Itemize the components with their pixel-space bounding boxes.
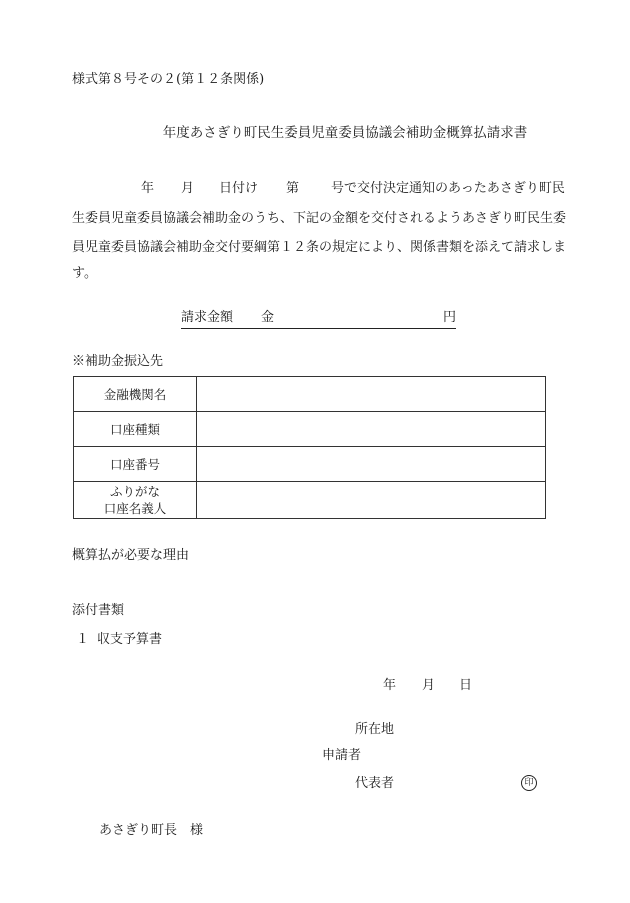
bank-heading: ※補助金振込先: [72, 354, 164, 369]
amount-unit: 円: [443, 310, 457, 325]
body-line-4: す。: [72, 266, 97, 281]
table-row: [74, 412, 546, 447]
form-number: 様式第８号その２(第１２条関係): [72, 72, 265, 87]
account-number-field[interactable]: [197, 447, 546, 482]
bank-name-label: 金融機関名: [74, 377, 197, 412]
address-label: 所在地: [355, 722, 395, 737]
account-type-field[interactable]: [197, 412, 546, 447]
seal-mark: [521, 775, 537, 791]
body-month: 月: [181, 181, 195, 196]
date-month: 月: [422, 678, 436, 693]
account-holder-kana-label: ふりがな: [109, 484, 160, 499]
table-row: [74, 377, 546, 412]
bank-table: [73, 376, 546, 519]
document-title: 年度あさぎり町民生委員児童委員協議会補助金概算払請求書: [162, 125, 528, 141]
representative-label: 代表者: [355, 776, 395, 791]
account-holder-field[interactable]: [197, 482, 546, 519]
request-amount-line: [181, 311, 456, 329]
date-day: 日: [459, 678, 473, 693]
reason-heading: 概算払が必要な理由: [72, 548, 190, 563]
account-type-label: 口座種類: [74, 412, 197, 447]
seal-icon: 印: [521, 775, 537, 791]
body-number-prefix: 第: [286, 181, 300, 196]
body-line-2: 生委員児童委員協議会補助金のうち、下記の金額を交付されるようあさぎり町民生委: [72, 211, 567, 226]
bank-name-field[interactable]: [197, 377, 546, 412]
addressee: あさぎり町長 様: [99, 823, 204, 838]
table-row: [74, 482, 546, 519]
date-year: 年: [383, 678, 397, 693]
attachments-heading: 添付書類: [72, 603, 125, 618]
request-amount-label: 請求金額: [181, 310, 234, 325]
account-holder-label-cell: [74, 482, 197, 519]
account-number-label: 口座番号: [74, 447, 197, 482]
attachment-item-number: １: [76, 632, 90, 647]
account-holder-label: 口座名義人: [103, 501, 167, 516]
amount-prefix: 金: [261, 310, 275, 325]
body-year: 年: [141, 181, 155, 196]
body-day: 日付け: [219, 181, 259, 196]
body-line-3: 員児童委員協議会補助金交付要綱第１２条の規定により、関係書類を添えて請求しま: [72, 240, 567, 255]
table-row: [74, 447, 546, 482]
attachment-item: 収支予算書: [97, 632, 163, 647]
applicant-label: 申請者: [322, 748, 362, 763]
body-notice-text: 号で交付決定通知のあったあさぎり町民: [331, 181, 565, 196]
